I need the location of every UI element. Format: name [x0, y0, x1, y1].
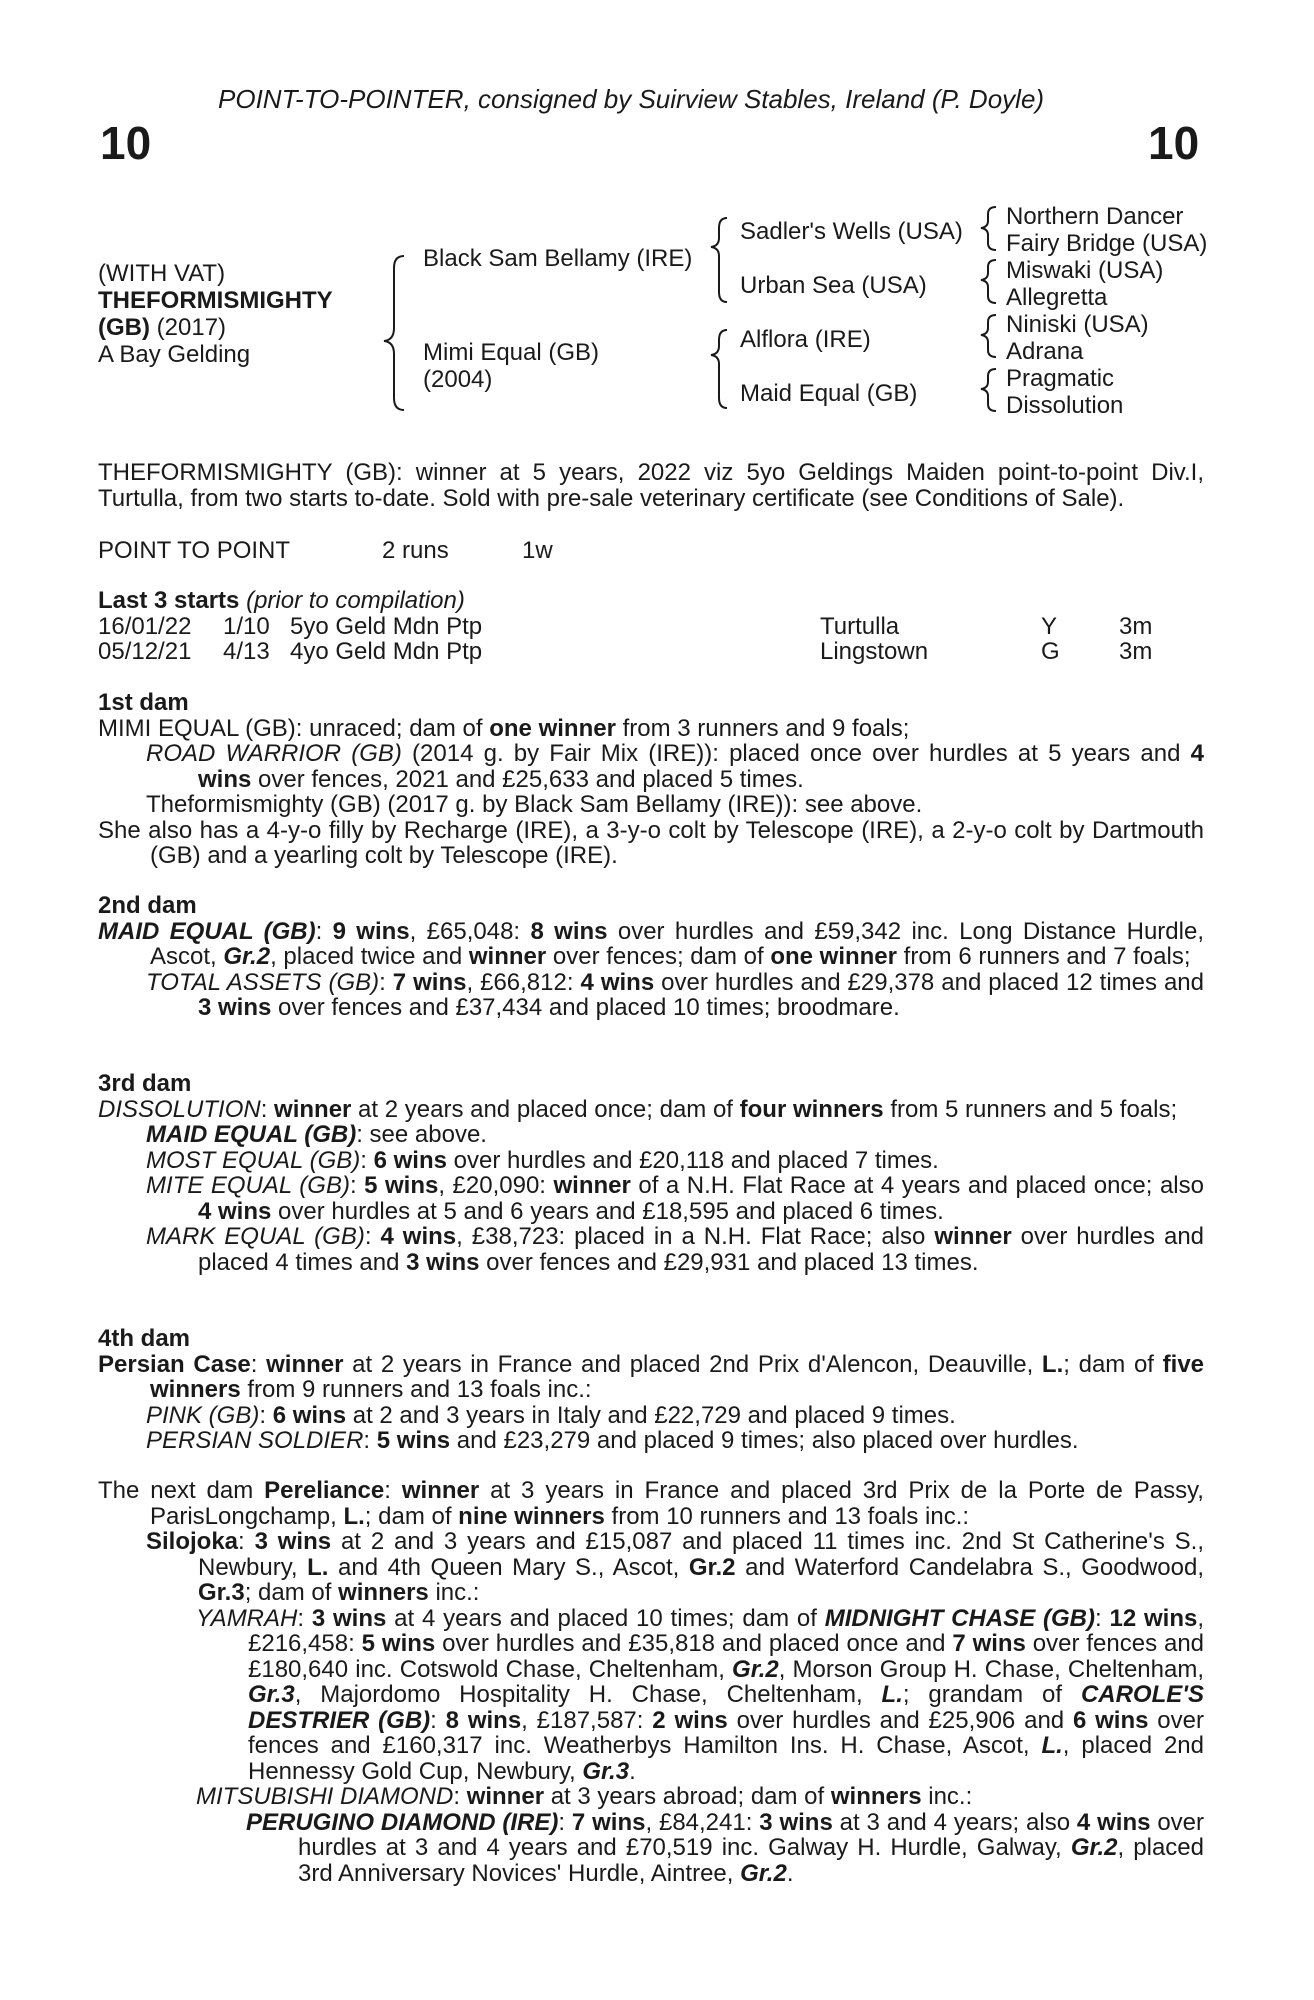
text-run: 3 wins — [311, 1604, 387, 1632]
text-run: over hurdles and £59,342 inc. Long Distance Hurdle, Ascot, — [150, 917, 1204, 970]
produce-entry — [98, 1173, 1204, 1224]
next-dam-section — [98, 1478, 1204, 1886]
text-run: . — [629, 1757, 636, 1785]
text-run: 12 wins — [1109, 1604, 1198, 1632]
text-run: one winner — [770, 943, 897, 970]
text-run: at 2 years in France and placed 2nd Prix d'Alencon, Deauville, — [343, 1350, 1042, 1378]
text-run: Gr.2 — [740, 1859, 787, 1887]
text-run: Gr.2 — [1070, 1834, 1118, 1861]
text-run: 4 wins — [198, 740, 1204, 793]
pedigree-sd-dam: Allegretta — [1006, 284, 1108, 311]
start-distance: 3m — [1119, 638, 1153, 665]
text-run: one winner — [489, 714, 616, 742]
last-starts-note: (prior to compilation) — [246, 587, 465, 614]
text-run: , placed twice and — [270, 943, 469, 970]
text-run: nine winners — [458, 1502, 605, 1530]
text-run: , £66,812: — [466, 968, 581, 996]
text-run: Gr.2 — [223, 943, 271, 970]
text-run: at 4 years and placed 10 times; dam of — [386, 1604, 825, 1632]
text-run: , £65,048: — [409, 917, 531, 945]
text-run: ROAD WARRIOR (GB) — [146, 740, 402, 767]
dam-entry — [98, 716, 1204, 742]
text-run: 3 wins — [759, 1808, 833, 1836]
pedigree-dam-name: Mimi Equal (GB) — [423, 339, 600, 366]
text-run: 3 wins — [198, 994, 272, 1021]
text-run: over fences and £29,931 and placed 13 times. — [479, 1248, 979, 1276]
text-run: MITSUBISHI DIAMOND — [196, 1783, 454, 1810]
text-run: : — [363, 1427, 377, 1454]
text-run: winner — [274, 1095, 352, 1123]
text-run: MARK EQUAL (GB) — [146, 1223, 365, 1250]
second-dam-section — [98, 893, 1204, 1021]
start-row — [98, 639, 1204, 665]
pedigree-ds-dam: Adrana — [1006, 338, 1084, 365]
horse-description: A Bay Gelding — [98, 341, 251, 368]
pedigree-ds-sire: Niniski (USA) — [1006, 311, 1149, 338]
dam-entry — [98, 919, 1204, 970]
p2p-wins: 1w — [522, 537, 553, 564]
dam-entry — [98, 1478, 1204, 1529]
brace-sire — [711, 218, 727, 302]
section-heading: 4th dam — [98, 1325, 191, 1352]
pedigree-dam-year: (2004) — [423, 366, 493, 393]
dam-note — [98, 818, 1204, 869]
text-run: L. — [1041, 1732, 1063, 1759]
start-position: 4/13 — [223, 638, 270, 665]
text-run: DISSOLUTION — [98, 1095, 261, 1123]
text-run: 2 wins — [652, 1706, 728, 1734]
text-run: : — [1095, 1604, 1110, 1632]
brace-sd — [981, 260, 996, 303]
text-run: at 3 and 4 years; also — [832, 1808, 1077, 1836]
last-starts-heading — [98, 588, 465, 614]
text-run: 7 wins — [392, 968, 467, 996]
produce-entry — [98, 1529, 1204, 1606]
text-run: Gr.3 — [248, 1681, 295, 1708]
text-run: Silojoka — [146, 1528, 239, 1555]
text-run: : — [259, 1401, 273, 1429]
lot-number-left: 10 — [100, 117, 152, 169]
text-run: MIMI EQUAL (GB): unraced; dam of — [98, 714, 490, 742]
pedigree-ss-dam: Fairy Bridge (USA) — [1006, 230, 1208, 257]
pedigree-gen3-ss — [1006, 203, 1207, 257]
text-run: : — [238, 1528, 255, 1555]
text-run: : — [349, 1172, 365, 1199]
produce-entry — [98, 741, 1204, 792]
produce-entry — [98, 1224, 1204, 1275]
text-run: Gr.3 — [198, 1579, 245, 1606]
text-run: MOST EQUAL (GB) — [146, 1146, 361, 1174]
text-run: Theformismighty (GB) (2017 g. by Black Sam Bellamy (IRE)): see above. — [146, 791, 923, 818]
text-run: 6 wins — [272, 1401, 347, 1429]
start-distance: 3m — [1119, 613, 1153, 640]
text-run: : — [315, 917, 333, 945]
p2p-runs: 2 runs — [382, 537, 449, 564]
text-run: L. — [1041, 1350, 1064, 1378]
text-run: PERUGINO DIAMOND (IRE) — [246, 1808, 559, 1836]
start-race: 4yo Geld Mdn Ptp — [290, 638, 483, 665]
text-run: , £38,723: placed in a N.H. Flat Race; also — [456, 1223, 935, 1250]
text-run: five winners — [150, 1350, 1205, 1403]
text-run: inc.: — [921, 1783, 973, 1810]
text-run: over hurdles and £29,378 and placed 12 times and — [654, 968, 1205, 996]
start-course: Lingstown — [820, 638, 929, 665]
pedigree-sd-sire: Miswaki (USA) — [1006, 257, 1164, 284]
text-run: : — [558, 1808, 572, 1836]
text-run: PINK (GB) — [146, 1401, 260, 1429]
text-run: from 10 runners and 13 foals inc.: — [604, 1502, 970, 1530]
text-run: 5 wins — [376, 1427, 451, 1454]
text-run: 3 wins — [406, 1248, 480, 1276]
text-run: over fences; dam of — [546, 943, 771, 970]
produce-entry — [98, 1810, 1204, 1887]
text-run: : — [297, 1604, 312, 1632]
text-run: over hurdles and £20,118 and placed 7 times. — [446, 1146, 939, 1174]
text-run: and 4th Queen Mary S., Ascot, — [328, 1553, 689, 1581]
pedigree-dam-dam: Maid Equal (GB) — [740, 380, 918, 407]
text-run: 4 wins — [1076, 1808, 1151, 1836]
first-dam-section — [98, 690, 1204, 869]
start-row — [98, 614, 1204, 640]
horse-country: (GB) — [98, 314, 150, 341]
text-run: four winners — [739, 1095, 884, 1123]
text-run: CAROLE'S DESTRIER (GB) — [248, 1681, 1204, 1734]
pedigree-sire-sire: Sadler's Wells (USA) — [740, 218, 963, 245]
text-run: , £187,587: — [521, 1706, 653, 1734]
text-run: 5 wins — [361, 1630, 436, 1657]
text-run: Gr.3 — [582, 1757, 630, 1785]
text-run: 6 wins — [373, 1146, 447, 1174]
last-starts-title: Last 3 starts — [98, 587, 240, 614]
text-run: from 9 runners and 13 foals inc.: — [240, 1376, 592, 1403]
text-run: 7 wins — [571, 1808, 646, 1836]
text-run: 9 wins — [332, 917, 410, 945]
text-run: : — [250, 1350, 267, 1378]
text-run: : — [430, 1706, 446, 1734]
text-run: and Waterford Candelabra S., Goodwood, — [735, 1553, 1204, 1581]
produce-entry — [98, 1784, 1204, 1810]
section-heading: 2nd dam — [98, 892, 197, 919]
text-run: TOTAL ASSETS (GB) — [146, 968, 380, 996]
text-run: 7 wins — [952, 1630, 1026, 1657]
start-race: 5yo Geld Mdn Ptp — [290, 613, 483, 640]
pedigree-ss-sire: Northern Dancer — [1006, 203, 1184, 230]
text-run: over hurdles and £25,906 and — [727, 1706, 1073, 1734]
produce-entry — [98, 1122, 1204, 1148]
text-run: from 6 runners and 7 foals; — [897, 943, 1191, 970]
text-run: 4 wins — [580, 968, 655, 996]
dam-entry — [98, 1352, 1204, 1403]
p2p-label: POINT TO POINT — [98, 537, 291, 564]
text-run: ; dam of — [364, 1502, 459, 1530]
text-run: over hurdles at 5 and 6 years and £18,595 and placed 6 times. — [271, 1197, 944, 1225]
text-run: Persian Case — [98, 1350, 251, 1378]
text-run: , placed 2nd Hennessy Gold Cup, Newbury, — [248, 1732, 1204, 1785]
start-going: G — [1041, 638, 1060, 665]
text-run: over hurdles and £35,818 and placed once and — [435, 1630, 953, 1657]
text-run: 6 wins — [1072, 1706, 1149, 1734]
text-run: : — [384, 1477, 402, 1504]
text-run: 8 wins — [530, 917, 608, 945]
pedigree-sire: Black Sam Bellamy (IRE) — [423, 245, 693, 272]
third-dam-section — [98, 1071, 1204, 1275]
text-run: at 3 years in France and placed 3rd Prix de la Porte de Passy, ParisLongchamp, — [150, 1477, 1204, 1530]
brace-dam — [711, 330, 727, 408]
text-run: : — [360, 1146, 374, 1174]
text-run: L. — [307, 1553, 329, 1581]
fourth-dam-section — [98, 1326, 1204, 1454]
section-heading: 3rd dam — [98, 1070, 192, 1097]
text-run: over fences and £180,640 inc. Cotswold Chase, Cheltenham, — [248, 1630, 1205, 1683]
brace-ds — [981, 315, 996, 357]
text-run: She also has a 4-y-o filly by Recharge (IRE), a 3-y-o colt by Telescope (IRE), a 2-y-o colt by Dartmouth (GB) and a yearling colt by Telescope (IRE). — [98, 816, 1204, 869]
produce-entry — [98, 1148, 1204, 1174]
text-run: over hurdles at 3 and 4 years and £70,519 inc. Galway H. Hurdle, Galway, — [298, 1808, 1205, 1861]
text-run: MITE EQUAL (GB) — [146, 1172, 350, 1199]
text-run: winner — [934, 1223, 1012, 1250]
text-run: Gr.2 — [732, 1655, 779, 1683]
text-run: , £20,090: — [438, 1172, 554, 1199]
text-run: at 2 years and placed once; dam of — [351, 1095, 740, 1123]
start-going: Y — [1041, 613, 1058, 640]
text-run: over fences and £37,434 and placed 10 times; broodmare. — [271, 994, 900, 1021]
text-run: The next dam — [98, 1477, 265, 1504]
text-run: of a N.H. Flat Race at 4 years and placed once; also — [630, 1172, 1204, 1199]
text-run: Gr.2 — [688, 1553, 736, 1581]
text-run: winner — [266, 1350, 344, 1378]
lot-number-right: 10 — [1148, 117, 1200, 169]
text-run: from 5 runners and 5 foals; — [883, 1095, 1178, 1123]
produce-entry — [98, 1403, 1204, 1429]
text-run: over fences and £160,317 inc. Weatherbys Hamilton Ins. H. Chase, Ascot, — [248, 1706, 1204, 1759]
text-run: MIDNIGHT CHASE (GB) — [824, 1604, 1095, 1632]
start-course: Turtulla — [820, 613, 900, 640]
text-run: winner — [468, 943, 547, 970]
text-run: : — [379, 968, 393, 996]
horse-summary: THEFORMISMIGHTY (GB): winner at 5 years, 2022 viz 5yo Geldings Maiden point-to-point Div.I, Turtulla, from two starts to-date. Sold with pre-sale veterinary certificate (see Conditions of Sale). — [98, 459, 1204, 512]
text-run: : see above. — [356, 1121, 487, 1148]
pedigree-gen3-ds — [1006, 311, 1149, 365]
text-run: PERSIAN SOLDIER — [146, 1427, 364, 1454]
text-run: L. — [343, 1502, 365, 1530]
brace-ss — [981, 207, 996, 250]
horse-name: THEFORMISMIGHTY — [98, 287, 333, 314]
consignor-line: POINT-TO-POINTER, consigned by Suirview Stables, Ireland (P. Doyle) — [218, 84, 1045, 114]
text-run: ; dam of — [1063, 1350, 1163, 1378]
text-run: , £216,458: — [248, 1604, 1205, 1657]
pedigree-gen3-dd — [1006, 365, 1123, 419]
text-run: winner — [466, 1783, 545, 1810]
start-date: 05/12/21 — [98, 638, 192, 665]
text-run: : — [260, 1095, 275, 1123]
brace-main — [384, 256, 404, 410]
text-run: ; grandam of — [902, 1681, 1081, 1708]
text-run: winners — [338, 1579, 429, 1606]
text-run: L. — [881, 1681, 903, 1708]
text-run: at 3 years abroad; dam of — [544, 1783, 831, 1810]
text-run: ; dam of — [244, 1579, 339, 1606]
pedigree-dd-sire: Pragmatic — [1006, 365, 1115, 392]
text-run: 4 wins — [380, 1223, 457, 1250]
text-run: : — [453, 1783, 467, 1810]
text-run: and £23,279 and placed 9 times; also placed over hurdles. — [450, 1427, 1079, 1454]
text-run: : — [364, 1223, 381, 1250]
text-run: YAMRAH — [196, 1604, 298, 1632]
text-run: over hurdles and placed 4 times and — [198, 1223, 1205, 1276]
text-run: , Majordomo Hospitality H. Chase, Cheltenham, — [294, 1681, 882, 1708]
text-run: (2014 g. by Fair Mix (IRE)): placed once over hurdles at 5 years and — [401, 740, 1191, 767]
text-run: from 3 runners and 9 foals; — [615, 714, 910, 742]
start-date: 16/01/22 — [98, 613, 192, 640]
pedigree-sire-dam: Urban Sea (USA) — [740, 272, 927, 299]
text-run: , Morson Group H. Chase, Cheltenham, — [778, 1655, 1204, 1683]
section-heading: 1st dam — [98, 689, 189, 716]
text-run: MAID EQUAL (GB) — [146, 1121, 357, 1148]
text-run: 4 wins — [198, 1197, 272, 1225]
pedigree-dam — [423, 339, 599, 393]
text-run: winner — [401, 1477, 480, 1504]
text-run: inc.: — [428, 1579, 480, 1606]
produce-entry — [98, 1428, 1204, 1454]
text-run: winner — [553, 1172, 631, 1199]
text-run: , placed 3rd Anniversary Novices' Hurdle, Aintree, — [298, 1834, 1204, 1887]
produce-entry — [98, 792, 1204, 818]
pedigree-dd-dam: Dissolution — [1006, 392, 1124, 419]
text-run: 8 wins — [445, 1706, 522, 1734]
text-run: , £84,241: — [645, 1808, 760, 1836]
produce-entry — [98, 1606, 1204, 1785]
text-run: over fences, 2021 and £25,633 and placed 5 times. — [251, 765, 804, 793]
text-run: MAID EQUAL (GB) — [98, 917, 316, 945]
text-run: Pereliance — [264, 1477, 385, 1504]
text-run: winners — [830, 1783, 922, 1810]
pedigree-dam-sire: Alflora (IRE) — [740, 326, 871, 353]
horse-year: (2017) — [156, 314, 227, 341]
brace-dd — [981, 369, 996, 411]
text-run: at 2 and 3 years in Italy and £22,729 and placed 9 times. — [346, 1401, 956, 1429]
vat-note: (WITH VAT) — [98, 260, 226, 287]
text-run: 5 wins — [364, 1172, 439, 1199]
pedigree-gen3-sd — [1006, 257, 1163, 311]
start-position: 1/10 — [223, 613, 270, 640]
text-run: 3 wins — [254, 1528, 332, 1555]
dam-entry — [98, 1097, 1204, 1123]
text-run: . — [786, 1859, 794, 1887]
produce-entry — [98, 970, 1204, 1021]
text-run: at 2 and 3 years and £15,087 and placed 11 times inc. 2nd St Catherine's S., Newbury, — [198, 1528, 1205, 1581]
